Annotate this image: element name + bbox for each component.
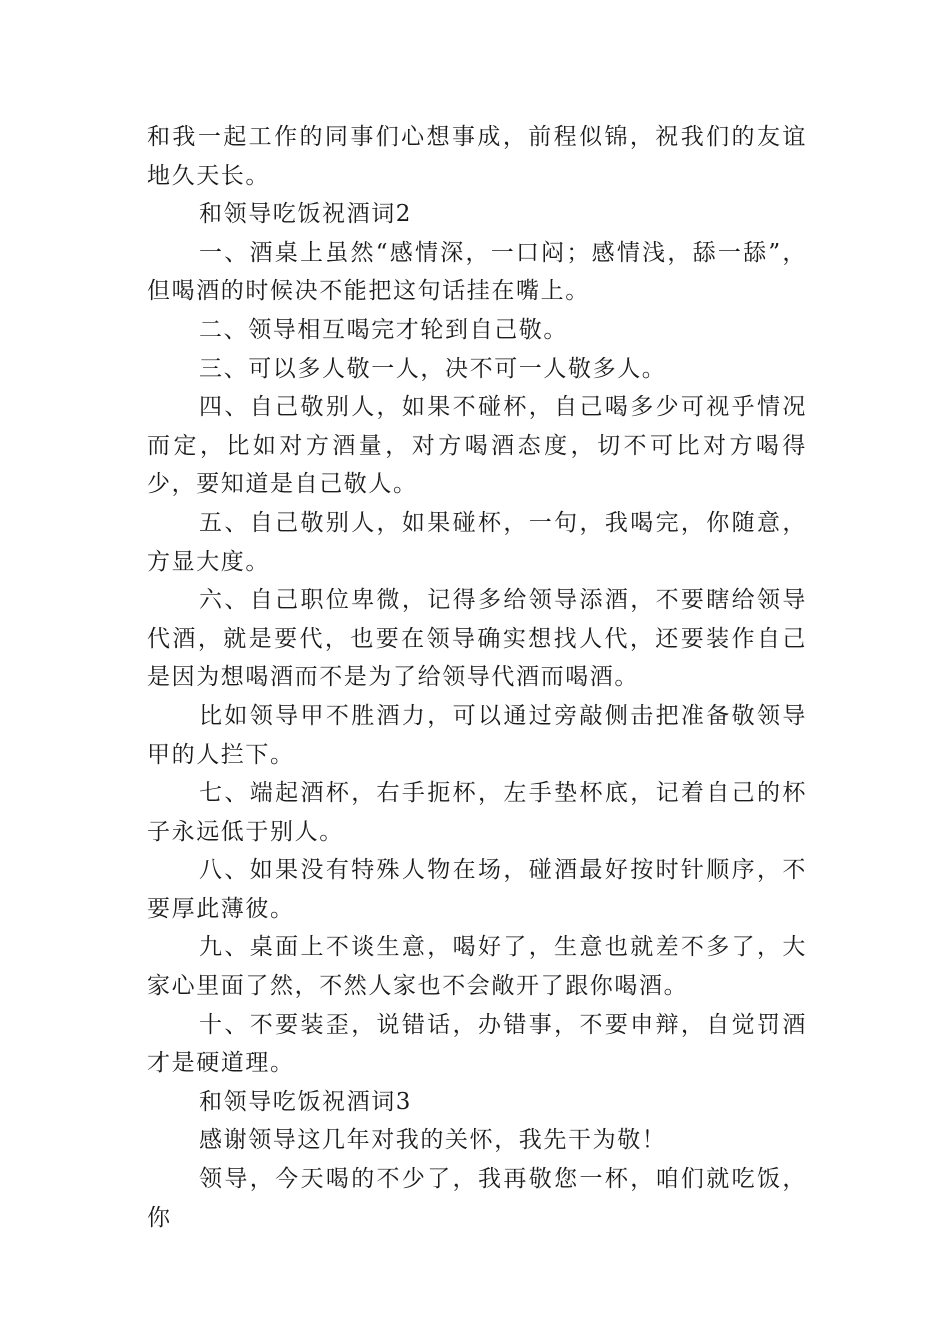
paragraph-rule-6: 六、自己职位卑微，记得多给领导添酒，不要瞎给领导代酒，就是要代，也要在领导确实想找人代，还要装作自己是因为想喝酒而不是为了给领导代酒而喝酒。 bbox=[147, 587, 807, 691]
section-heading-2: 和领导吃饭祝酒词2 bbox=[199, 201, 413, 228]
paragraph-rule-3: 三、可以多人敬一人，决不可一人敬多人。 bbox=[199, 355, 667, 382]
paragraph-continuation: 和我一起工作的同事们心想事成，前程似锦，祝我们的友谊地久天长。 bbox=[147, 124, 807, 189]
paragraph-rule-2: 二、领导相互喝完才轮到自己敬。 bbox=[199, 316, 568, 343]
paragraph-rule-1: 一、酒桌上虽然“感情深，一口闷；感情浅，舔一舔”，但喝酒的时候决不能把这句话挂在嘴上。 bbox=[147, 239, 807, 305]
paragraph-example: 比如领导甲不胜酒力，可以通过旁敲侧击把准备敬领导甲的人拦下。 bbox=[147, 702, 807, 768]
paragraph-rule-7: 七、端起酒杯，右手扼杯，左手垫杯底，记着自己的杯子永远低于别人。 bbox=[147, 780, 807, 845]
paragraph-rule-8: 八、如果没有特殊人物在场，碰酒最好按时针顺序，不要厚此薄彼。 bbox=[147, 857, 807, 922]
document-page bbox=[147, 118, 807, 1237]
section-heading-3: 和领导吃饭祝酒词3 bbox=[199, 1088, 413, 1115]
paragraph-rule-5: 五、自己敬别人，如果碰杯，一句，我喝完，你随意，方显大度。 bbox=[147, 509, 807, 575]
paragraph-rule-4: 四、自己敬别人，如果不碰杯，自己喝多少可视乎情况而定，比如对方酒量，对方喝酒态度，切不可比对方喝得少，要知道是自己敬人。 bbox=[147, 394, 807, 498]
paragraph-toast-1: 感谢领导这几年对我的关怀，我先干为敬！ bbox=[199, 1127, 667, 1154]
paragraph-rule-10: 十、不要装歪，说错话，办错事，不要申辩，自觉罚酒才是硬道理。 bbox=[147, 1011, 807, 1077]
paragraph-rule-9: 九、桌面上不谈生意，喝好了，生意也就差不多了，大家心里面了然，不然人家也不会敞开了跟你喝酒。 bbox=[147, 934, 807, 1000]
paragraph-toast-2: 领导，今天喝的不少了，我再敬您一杯，咱们就吃饭，你 bbox=[147, 1166, 807, 1231]
